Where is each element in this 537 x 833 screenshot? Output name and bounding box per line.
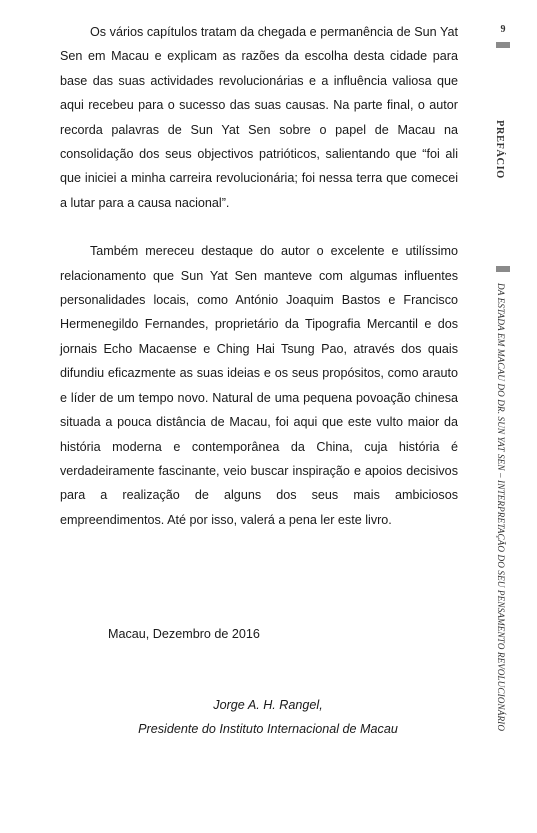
body-text <box>60 20 458 532</box>
signature-title: Presidente do Instituto Internacional de Macau <box>138 722 398 736</box>
margin-marker-top <box>496 42 510 48</box>
margin-marker-middle <box>496 266 510 272</box>
paragraph-2: Também mereceu destaque do autor o excelente e utilíssimo relacionamento que Sun Yat Sen manteve com algumas influentes personalidades locais, como António Joaquim Bastos e Francisco Hermenegildo Fernandes, proprietário da Tipografia Mercantil e dos jornais Echo Macaense e Ching Hai Tsung Pao, através dos quais difundiu eficazmente as suas ideias e os seus propósitos, como arauto e líder de um tempo novo. Natural de uma pequena povoação chinesa situada a pouca distância de Macau, foi aqui que este vulto maior da história moderna e contemporânea da China, cuja história é verdadeiramente fascinante, veio buscar inspiração e apoios decisivos para a realização de alguns dos seus mais ambiciosos empreendimentos. Até por isso, valerá a pena ler este livro. <box>60 244 458 527</box>
paragraph-1: Os vários capítulos tratam da chegada e permanência de Sun Yat Sen em Macau e explicam as razões da escolha desta cidade para base das suas actividades revolucionárias e a influência valiosa que aqui recebeu para o sucesso das suas causas. Na parte final, o autor recorda palavras de Sun Yat Sen sobre o papel de Macau na consolidação dos seus objectivos patrióticos, salientando que “foi ali que iniciei a minha carreira revolucionária; foi nessa terra que comecei a lutar para a causa nacional”. <box>60 25 458 210</box>
date-line: Macau, Dezembro de 2016 <box>108 627 260 641</box>
page-number: 9 <box>500 24 506 35</box>
running-title: DA ESTADA EM MACAU DO DR. SUN YAT SEN – INTERPRETAÇÃO DO SEU PENSAMENTO REVOLUCIONÁRIO <box>496 283 506 732</box>
signature-block <box>100 693 436 741</box>
section-title: PREFÁCIO <box>494 120 505 179</box>
signature-name: Jorge A. H. Rangel, <box>213 698 323 712</box>
